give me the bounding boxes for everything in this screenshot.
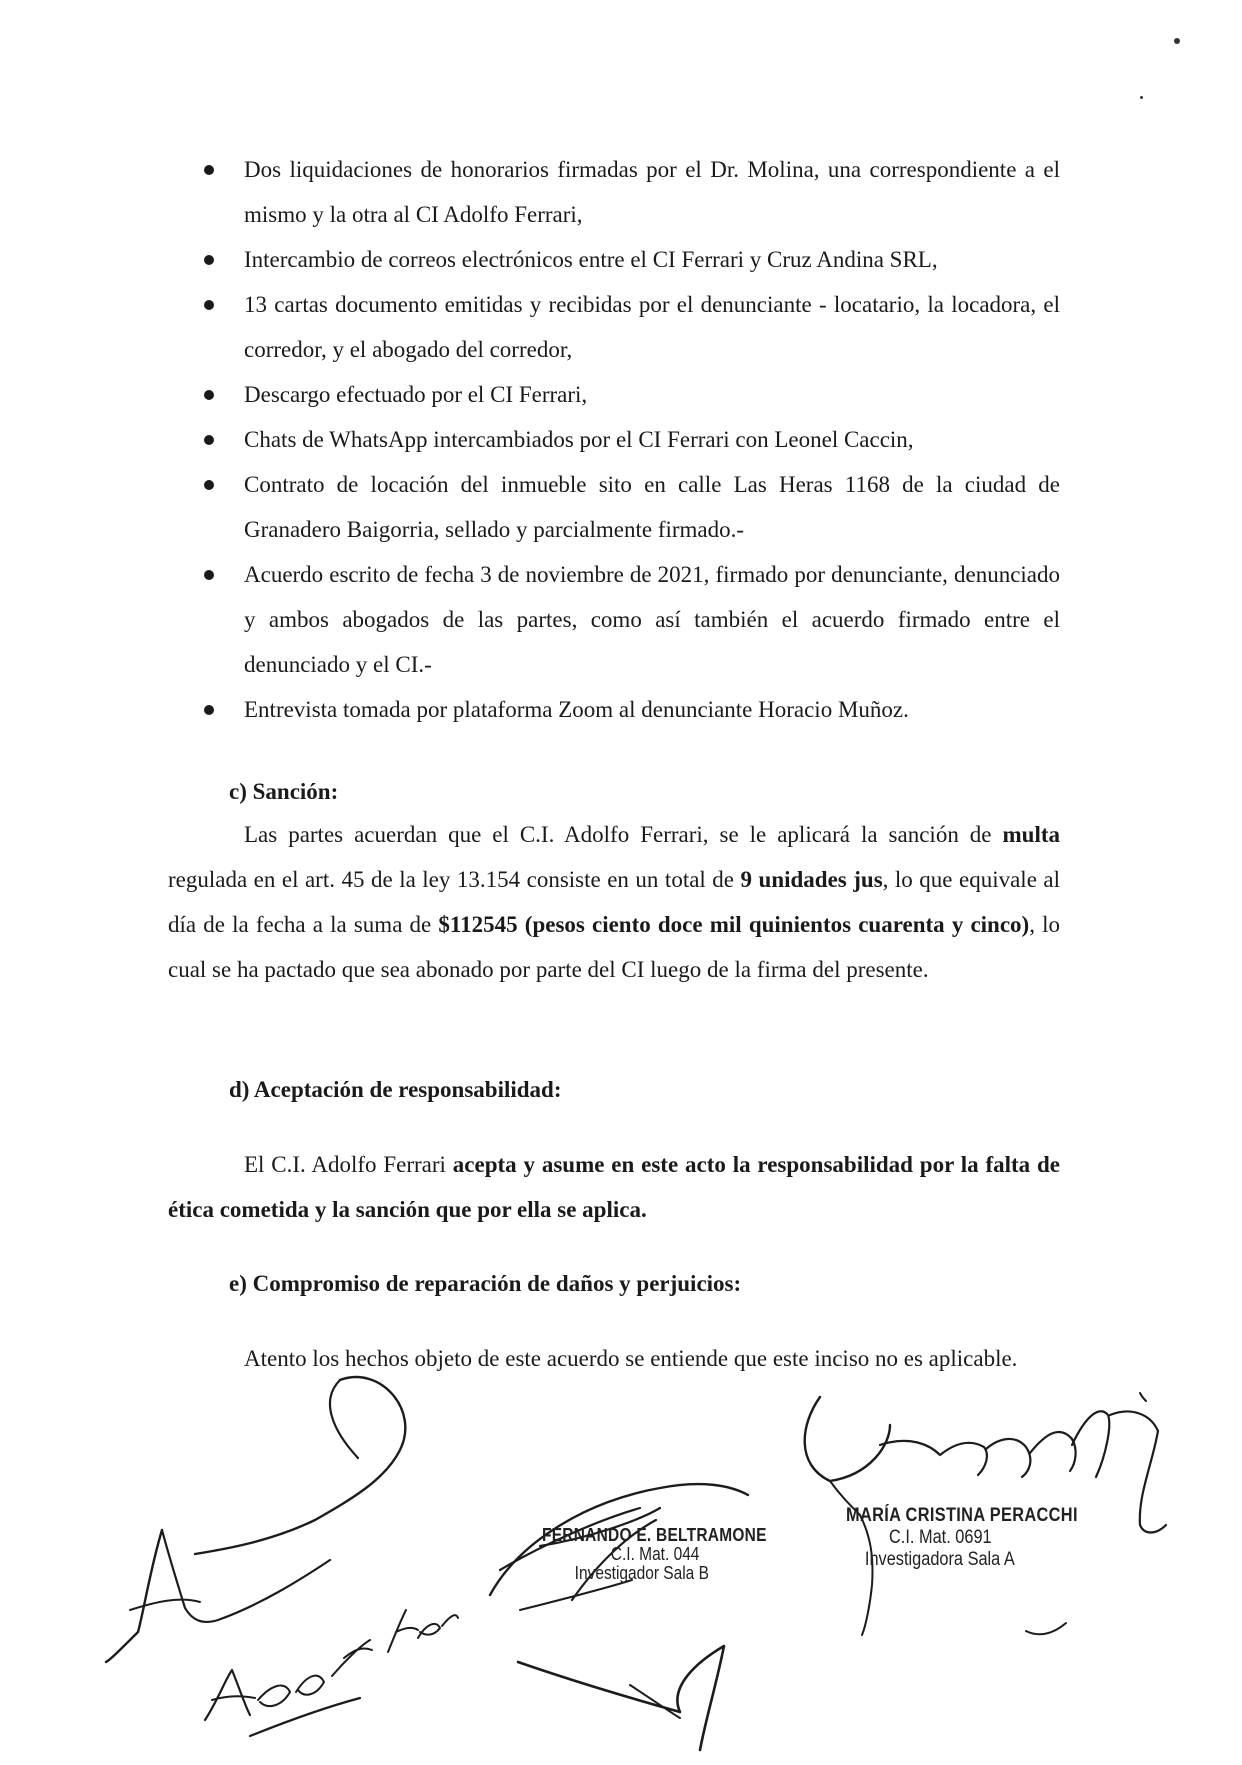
list-item: Entrevista tomada por plataforma Zoom al denunciante Horacio Muñoz. — [204, 687, 1060, 732]
section-d-paragraph: El C.I. Adolfo Ferrari acepta y asume en este acto la responsabilidad por la falta de ética cometida y la sanción que por ella se aplica. — [168, 1152, 1061, 1222]
bullet-icon — [204, 705, 214, 715]
list-item: Intercambio de correos electrónicos entre el CI Ferrari y Cruz Andina SRL, — [204, 237, 1060, 282]
stamp-beltramone: FERNANDO E. BELTRAMONE C.I. Mat. 044 Investigador Sala B — [542, 1525, 767, 1583]
bullet-icon — [204, 390, 214, 400]
evidence-list — [204, 147, 1060, 732]
section-d-heading: d) Aceptación de responsabilidad: — [229, 1077, 562, 1102]
bullet-icon — [204, 435, 214, 445]
list-item: Contrato de locación del inmueble sito en calle Las Heras 1168 de la ciudad de Granadero Baigorria, sellado y parcialmente firmado.- — [204, 462, 1060, 552]
list-item: Acuerdo escrito de fecha 3 de noviembre de 2021, firmado por denunciante, denunciado y ambos abogados de las partes, como así también el acuerdo firmado entre el denunciado y el CI.- — [204, 552, 1060, 687]
bullet-icon — [204, 165, 214, 175]
section-c-paragraph: Las partes acuerdan que el C.I. Adolfo Ferrari, se le aplicará la sanción de multa regulada en el art. 45 de la ley 13.154 consiste en un total de 9 unidades jus, lo que equivale al día de la fecha a la suma de $112545 (pesos ciento doce mil quinientos cuarenta y cinco), lo cual se ha pactado que sea abonado por parte del CI luego de la firma del presente. — [168, 822, 1061, 982]
signature-adolfo-ferrari — [100, 1370, 460, 1750]
list-item: 13 cartas documento emitidas y recibidas por el denunciante - locatario, la locadora, el corredor, y el abogado del corredor, — [204, 282, 1060, 372]
bullet-icon — [204, 255, 214, 265]
list-item: Chats de WhatsApp intercambiados por el CI Ferrari con Leonel Caccin, — [204, 417, 1060, 462]
bullet-icon — [204, 570, 214, 580]
bullet-icon — [204, 300, 214, 310]
section-e-heading: e) Compromiso de reparación de daños y perjuicios: — [229, 1271, 742, 1296]
bullet-icon — [204, 480, 214, 490]
signature-beltramone — [480, 1450, 810, 1760]
list-item: Descargo efectuado por el CI Ferrari, — [204, 372, 1060, 417]
section-c-heading: c) Sanción: — [229, 779, 339, 804]
stamp-peracchi: MARÍA CRISTINA PERACCHI C.I. Mat. 0691 Investigadora Sala A — [846, 1505, 1078, 1570]
list-item: Dos liquidaciones de honorarios firmadas por el Dr. Molina, una correspondiente a el mismo y la otra al CI Adolfo Ferrari, — [204, 147, 1060, 237]
section-e-paragraph: Atento los hechos objeto de este acuerdo se entiende que este inciso no es aplicable. — [244, 1346, 1018, 1371]
scan-speck — [1140, 96, 1143, 99]
scan-speck — [1174, 38, 1180, 44]
